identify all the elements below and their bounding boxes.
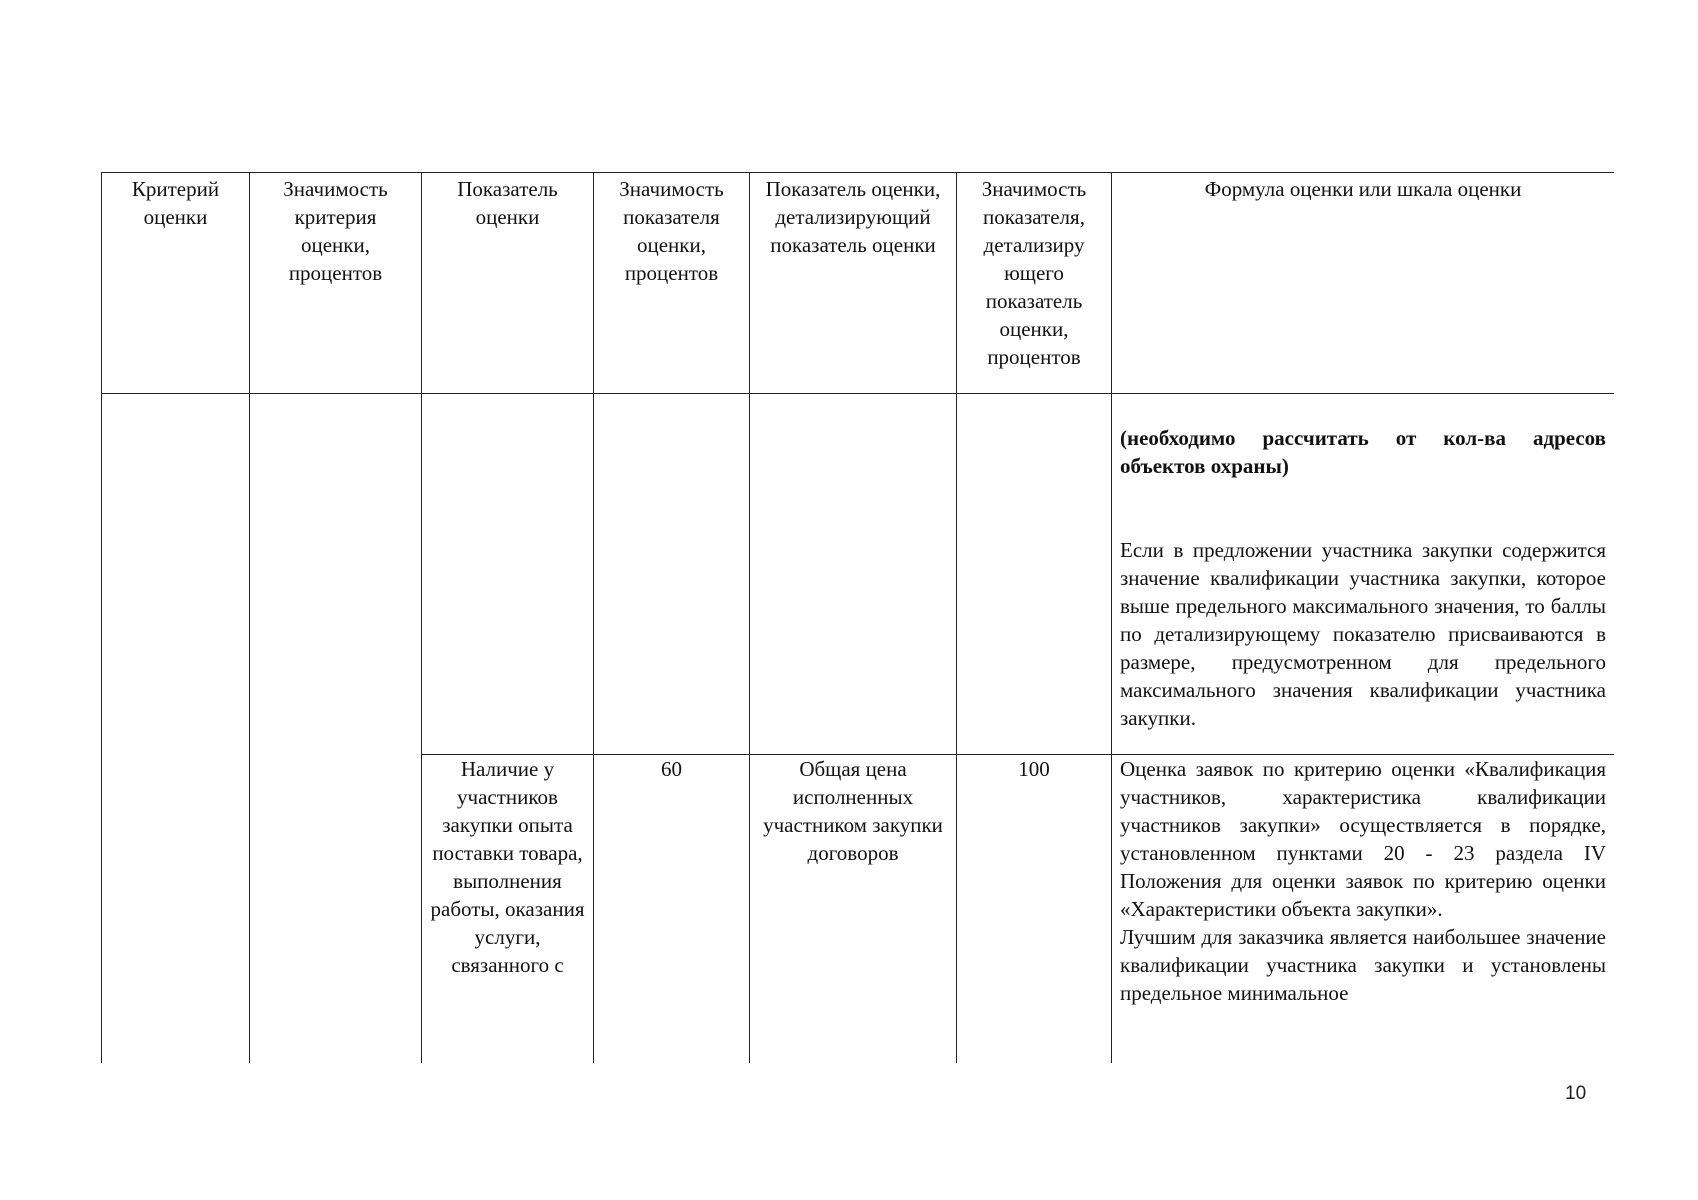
header-criterion: Критерий оценки (102, 173, 250, 394)
evaluation-criteria-table (101, 172, 1614, 1063)
header-detail-indicator: Показатель оценки, детализирующий показатель оценки (750, 173, 957, 394)
indicator-weight-cell: 60 (594, 755, 750, 1064)
header-indicator: Показатель оценки (422, 173, 594, 394)
formula-paragraph-2: Лучшим для заказчика является наибольшее значение квалификации участника закупки и установлены предельное минимальное (1120, 925, 1606, 1005)
paragraph-gap (1120, 480, 1606, 536)
header-detail-weight: Значимость показателя, детализиру ющего показатель оценки, процентов (957, 173, 1112, 394)
formula-paragraph-1: Оценка заявок по критерию оценки «Квалификация участников, характеристика квалификации участников закупки» осуществляется в порядке, установленном пунктами 20 - 23 раздела IV Положения для оценки заявок по критерию оценки «Характеристики объекта закупки». (1120, 757, 1606, 921)
detail-weight-cell: 100 (957, 755, 1112, 1064)
indicator-cell (422, 755, 594, 1064)
header-indicator-weight: Значимость показателя оценки, процентов (594, 173, 750, 394)
formula-text: Если в предложении участника закупки содержится значение квалификации участника закупки, которое выше предельного максимального значения, то баллы по детализирующему показателю присваиваются в размере, предусмотренном для предельного максимального значения квалификации участника закупки. (1120, 538, 1606, 730)
formula-note: (необходимо рассчитать от кол-ва адресов объектов охраны) (1120, 426, 1606, 478)
indicator-weight-cell (594, 394, 750, 755)
formula-cell (1112, 394, 1615, 755)
criterion-cell (102, 394, 250, 1064)
table-header-row (102, 173, 1615, 394)
table-row (102, 394, 1615, 755)
indicator-cell (422, 394, 594, 755)
criterion-weight-cell (250, 394, 422, 1064)
header-criterion-weight: Значимость критерия оценки, процентов (250, 173, 422, 394)
detail-weight-cell (957, 394, 1112, 755)
header-formula: Формула оценки или шкала оценки (1112, 173, 1615, 394)
detail-indicator-cell (750, 394, 957, 755)
evaluation-table-container (101, 172, 1614, 1063)
page-number: 10 (1565, 1083, 1587, 1104)
indicator-text: Наличие у участников закупки опыта поставки товара, выполнения работы, оказания услуги, связанного с (430, 757, 585, 977)
detail-indicator-cell: Общая цена исполненных участником закупки договоров (750, 755, 957, 1064)
formula-cell (1112, 755, 1615, 1064)
formula-clip (1120, 755, 1606, 1060)
